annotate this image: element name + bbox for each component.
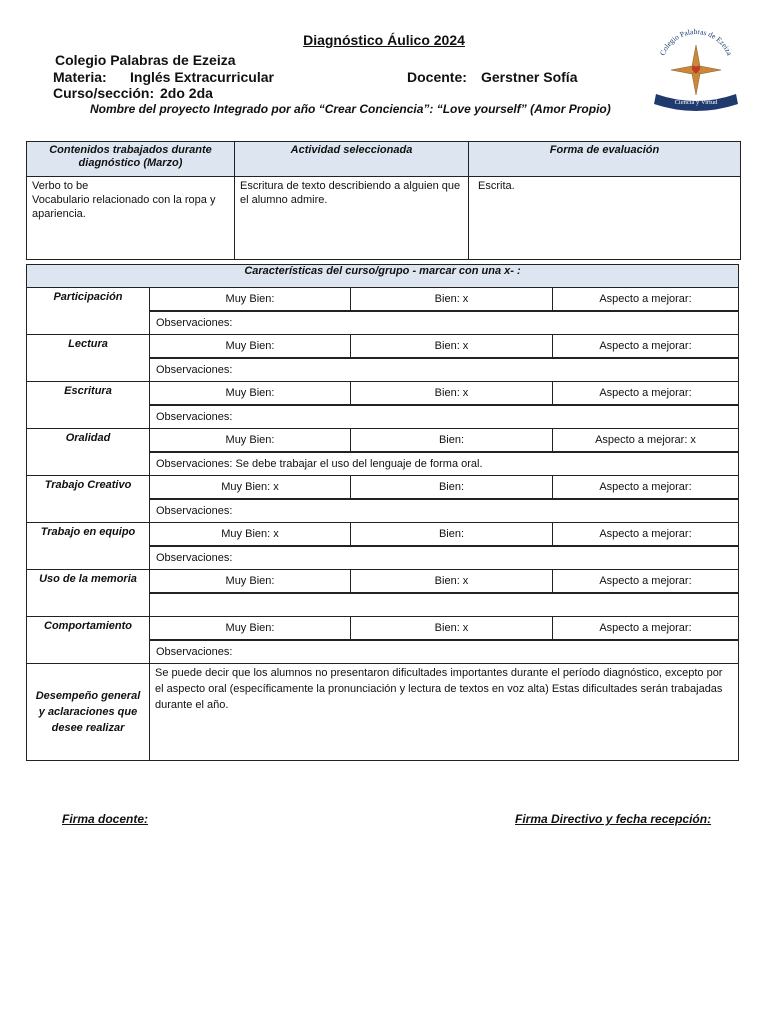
observations-cell: Observaciones: — [150, 499, 739, 523]
option-mejorar: Aspecto a mejorar: — [553, 382, 739, 406]
criterion-row — [27, 570, 739, 594]
summary-label: Desempeño general y aclaraciones que desee realizar — [27, 664, 150, 761]
observations-cell: Observaciones: — [150, 405, 739, 429]
option-muy-bien: Muy Bien: x — [150, 476, 351, 500]
observations-cell: Observaciones: — [150, 640, 739, 664]
criterion-row — [27, 429, 739, 453]
criterion-row — [27, 288, 739, 312]
option-mejorar: Aspecto a mejorar: — [553, 570, 739, 594]
option-mejorar: Aspecto a mejorar: — [553, 617, 739, 641]
characteristics-heading: Características del curso/grupo - marcar con una x- : — [27, 265, 739, 288]
option-bien: Bien: x — [351, 382, 553, 406]
teacher-label: Docente: — [407, 69, 467, 85]
option-bien: Bien: — [351, 523, 553, 547]
summary-text: Se puede decir que los alumnos no presentaron dificultades importantes durante el período diagnóstico, excepto por el aspecto oral (específicamente la pronunciación y lectura de textos en voz alta) Estas dificultades serán trabajadas durante el año. — [150, 664, 739, 761]
observations-cell: Observaciones: — [150, 311, 739, 335]
header-evaluation: Forma de evaluación — [469, 142, 741, 177]
observations-cell: Observaciones: Se debe trabajar el uso del lenguaje de forma oral. — [150, 452, 739, 476]
contents-cell: Verbo to be Vocabulario relacionado con la ropa y apariencia. — [27, 177, 235, 260]
teacher-value: Gerstner Sofía — [481, 69, 578, 85]
evaluation-cell: Escrita. — [469, 177, 741, 260]
option-mejorar: Aspecto a mejorar: — [553, 288, 739, 312]
criteria-rows — [27, 288, 739, 664]
criterion-label: Escritura — [27, 382, 150, 429]
document-title: Diagnóstico Áulico 2024 — [303, 32, 465, 48]
criterion-label: Trabajo Creativo — [27, 476, 150, 523]
option-bien: Bien: — [351, 476, 553, 500]
project-name: Nombre del proyecto Integrado por año “Crear Conciencia”: “Love yourself” (Amor Propio) — [90, 102, 611, 116]
criterion-row — [27, 617, 739, 641]
criterion-row — [27, 335, 739, 359]
criterion-label: Trabajo en equipo — [27, 523, 150, 570]
option-muy-bien: Muy Bien: — [150, 617, 351, 641]
criterion-row — [27, 476, 739, 500]
course-characteristics-table — [26, 264, 739, 761]
criterion-label: Comportamiento — [27, 617, 150, 664]
option-bien: Bien: x — [351, 288, 553, 312]
criterion-label: Oralidad — [27, 429, 150, 476]
criterion-row — [27, 523, 739, 547]
criterion-label: Uso de la memoria — [27, 570, 150, 617]
teacher-signature-label: Firma docente: — [62, 812, 149, 826]
activities-table — [26, 141, 741, 260]
observations-cell: Observaciones: — [150, 546, 739, 570]
observations-cell — [150, 593, 739, 617]
criterion-label: Participación — [27, 288, 150, 335]
option-muy-bien: Muy Bien: — [150, 288, 351, 312]
course-value: 2do 2da — [160, 85, 213, 101]
option-mejorar: Aspecto a mejorar: x — [553, 429, 739, 453]
subject-value: Inglés Extracurricular — [130, 69, 274, 85]
director-signature-label: Firma Directivo y fecha recepción: — [515, 812, 712, 826]
option-muy-bien: Muy Bien: — [150, 335, 351, 359]
option-mejorar: Aspecto a mejorar: — [553, 335, 739, 359]
school-name: Colegio Palabras de Ezeiza — [55, 52, 236, 68]
criterion-row — [27, 382, 739, 406]
option-muy-bien: Muy Bien: — [150, 570, 351, 594]
observations-cell: Observaciones: — [150, 358, 739, 382]
option-bien: Bien: — [351, 429, 553, 453]
option-bien: Bien: x — [351, 335, 553, 359]
option-muy-bien: Muy Bien: x — [150, 523, 351, 547]
subject-label: Materia: — [53, 69, 107, 85]
option-muy-bien: Muy Bien: — [150, 429, 351, 453]
course-label: Curso/sección: — [53, 85, 155, 101]
option-mejorar: Aspecto a mejorar: — [553, 476, 739, 500]
school-logo — [648, 28, 744, 112]
logo-top-text: Colegio Palabras de Ezeiza — [657, 28, 735, 57]
header-activity: Actividad seleccionada — [235, 142, 469, 177]
option-bien: Bien: x — [351, 617, 553, 641]
activity-cell: Escritura de texto describiendo a alguien que el alumno admire. — [235, 177, 469, 260]
option-mejorar: Aspecto a mejorar: — [553, 523, 739, 547]
logo-ribbon-text: Ciencia y Virtud — [674, 99, 718, 106]
criterion-label: Lectura — [27, 335, 150, 382]
header-contents: Contenidos trabajados durante diagnóstico (Marzo) — [27, 142, 235, 177]
option-bien: Bien: x — [351, 570, 553, 594]
option-muy-bien: Muy Bien: — [150, 382, 351, 406]
